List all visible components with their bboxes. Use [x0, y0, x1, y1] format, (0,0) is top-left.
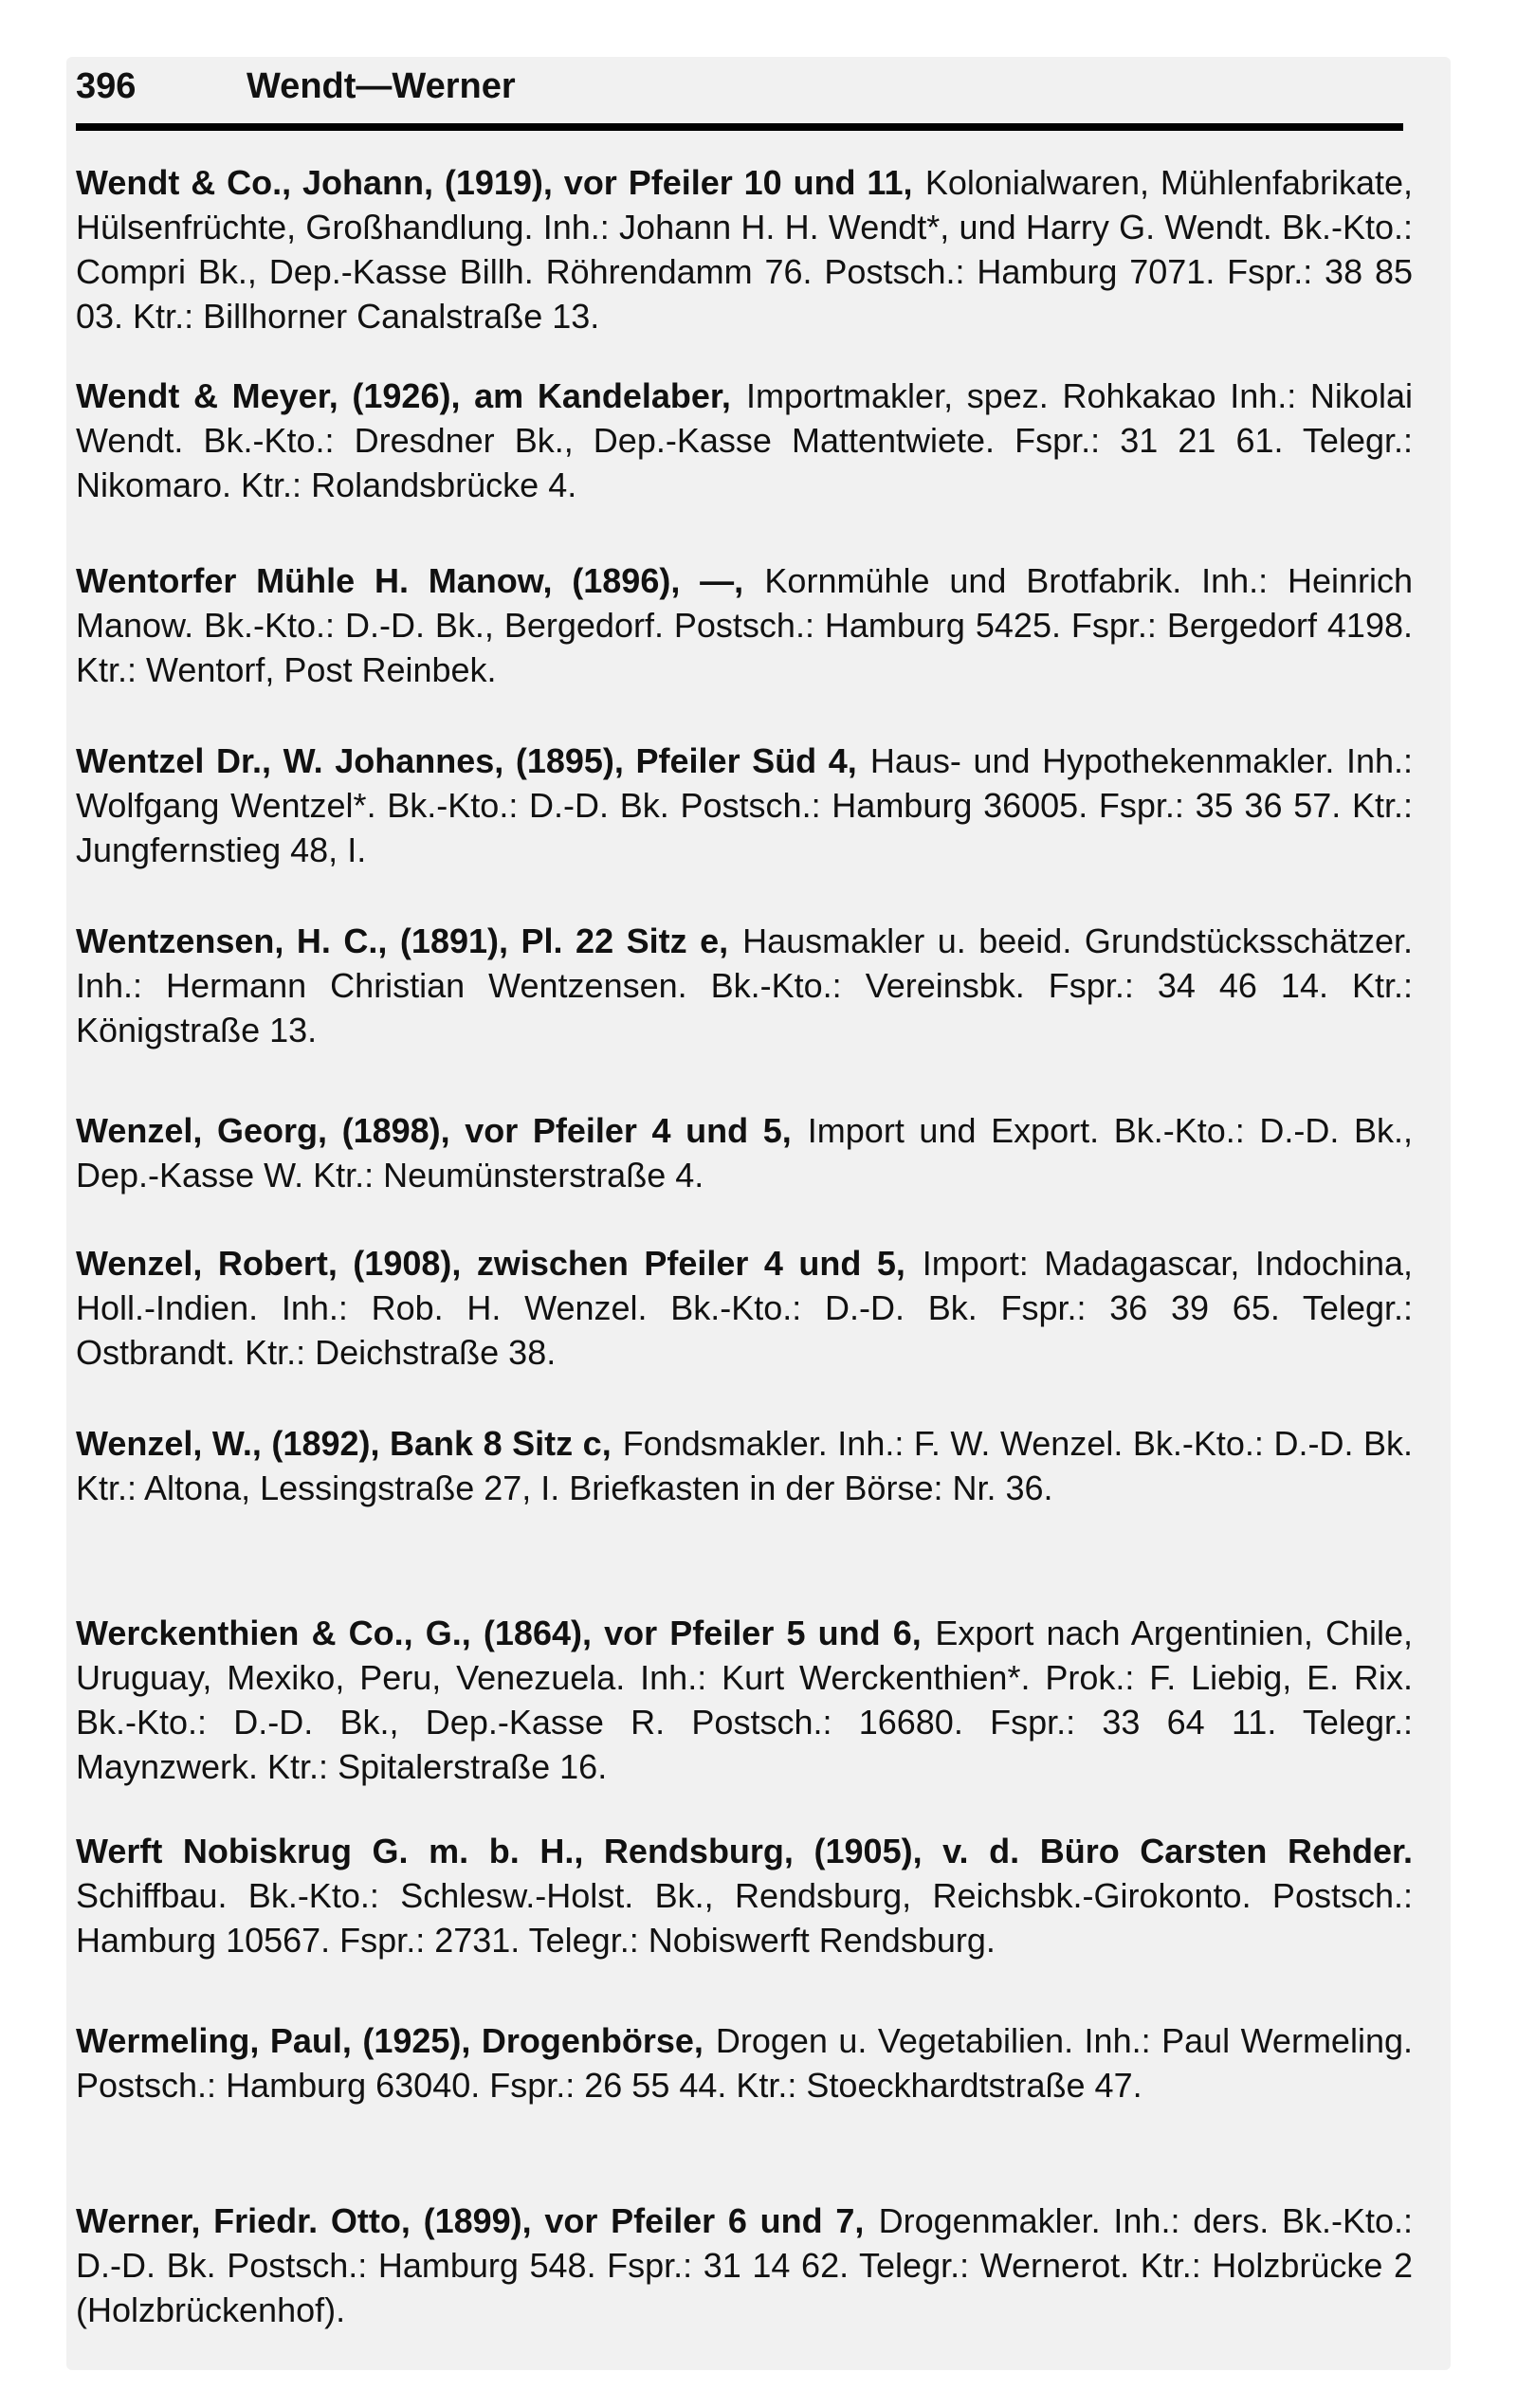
entry-name: Werckenthien & Co., G., (1864), vor Pfeiler 5 und 6,	[76, 1614, 922, 1652]
entry-name: Wentzensen, H. C., (1891), Pl. 22 Sitz e,	[76, 921, 729, 960]
directory-entry	[76, 1612, 1413, 1790]
entry-name: Wenzel, W., (1892), Bank 8 Sitz c,	[76, 1424, 612, 1463]
entry-text: Import und Export. Bk.-Kto.: D.-D. Bk., Dep.-Kasse W. Ktr.: Neumünsterstraße 4.	[76, 1111, 1413, 1195]
directory-entry	[76, 2019, 1413, 2108]
entry-name: Wenzel, Robert, (1908), zwischen Pfeiler 4 und 5,	[76, 1244, 905, 1283]
entry-name: Wenzel, Georg, (1898), vor Pfeiler 4 und 5,	[76, 1111, 792, 1150]
directory-entry	[76, 1242, 1413, 1376]
entry-name: Wendt & Co., Johann, (1919), vor Pfeiler 10 und 11,	[76, 163, 913, 202]
entry-name: Werft Nobiskrug G. m. b. H., Rendsburg, (1905), v. d. Büro Carsten Rehder.	[76, 1832, 1413, 1870]
entry-text: Drogenmakler. Inh.: ders. Bk.-Kto.: D.-D. Bk. Postsch.: Hamburg 548. Fspr.: 31 14 62. Telegr.: Wernerot. Ktr.: Holzbrücke 2 (Holzbrückenhof).	[76, 2201, 1413, 2329]
entry-text: Import: Madagascar, Indochina, Holl.-Indien. Inh.: Rob. H. Wenzel. Bk.-Kto.: D.-D. Bk. Fspr.: 36 39 65. Telegr.: Ostbrandt. Ktr.: Deichstraße 38.	[76, 1244, 1413, 1372]
entry-text: Haus- und Hypothekenmakler. Inh.: Wolfgang Wentzel*. Bk.-Kto.: D.-D. Bk. Postsch.: Hamburg 36005. Fspr.: 35 36 57. Ktr.: Jungfernstieg 48, I.	[76, 741, 1414, 869]
directory-entry	[76, 2199, 1413, 2333]
directory-entry	[76, 374, 1413, 508]
directory-entry	[76, 920, 1413, 1053]
entry-text: Export nach Argentinien, Chile, Uruguay, Mexiko, Peru, Venezuela. Inh.: Kurt Werckenthien*. Prok.: F. Liebig, E. Rix. Bk.-Kto.: D.-D. Bk., Dep.-Kasse R. Postsch.: 16680. Fspr.: 33 64 11. Telegr.: Maynzwerk. Ktr.: Spitalerstraße 16.	[76, 1614, 1414, 1786]
entry-name: Wentorfer Mühle H. Manow, (1896), —,	[76, 561, 744, 600]
header-rule	[76, 123, 1403, 131]
entry-text: Drogen u. Vegetabilien. Inh.: Paul Wermeling. Postsch.: Hamburg 63040. Fspr.: 26 55 44. Ktr.: Stoeckhardtstraße 47.	[76, 2021, 1413, 2105]
entry-name: Wermeling, Paul, (1925), Drogenbörse,	[76, 2021, 704, 2060]
directory-entry	[76, 739, 1413, 873]
page-number: 396	[76, 66, 137, 106]
entry-text: Schiffbau. Bk.-Kto.: Schlesw.-Holst. Bk., Rendsburg, Reichsbk.-Girokonto. Postsch.: Hamburg 10567. Fspr.: 2731. Telegr.: Nobiswerft Rendsburg.	[76, 1876, 1413, 1960]
directory-entry	[76, 1422, 1413, 1511]
entry-name: Wendt & Meyer, (1926), am Kandelaber,	[76, 376, 731, 415]
directory-entry	[76, 161, 1413, 339]
entry-name: Wentzel Dr., W. Johannes, (1895), Pfeiler Süd 4,	[76, 741, 857, 780]
entry-text: Fondsmakler. Inh.: F. W. Wenzel. Bk.-Kto.: D.-D. Bk. Ktr.: Altona, Lessingstraße 27, I. Briefkasten in der Börse: Nr. 36.	[76, 1424, 1413, 1507]
entry-text: Kornmühle und Brotfabrik. Inh.: Heinrich Manow. Bk.-Kto.: D.-D. Bk., Bergedorf. Postsch.: Hamburg 5425. Fspr.: Bergedorf 4198. Ktr.: Wentorf, Post Reinbek.	[76, 561, 1413, 689]
directory-entry	[76, 1109, 1413, 1198]
entry-name: Werner, Friedr. Otto, (1899), vor Pfeiler 6 und 7,	[76, 2201, 865, 2240]
entry-text: Importmakler, spez. Rohkakao Inh.: Nikolai Wendt. Bk.-Kto.: Dresdner Bk., Dep.-Kasse Mattentwiete. Fspr.: 31 21 61. Telegr.: Nikomaro. Ktr.: Rolandsbrücke 4.	[76, 376, 1413, 504]
directory-entry	[76, 559, 1413, 693]
directory-page	[66, 57, 1451, 2370]
running-head: Wendt—Werner	[247, 66, 516, 106]
directory-entry	[76, 1830, 1413, 1963]
entry-text: Hausmakler u. beeid. Grundstücksschätzer. Inh.: Hermann Christian Wentzensen. Bk.-Kto.: Vereinsbk. Fspr.: 34 46 14. Ktr.: Königstraße 13.	[76, 921, 1413, 1049]
entry-text: Kolonialwaren, Mühlenfabrikate, Hülsenfrüchte, Großhandlung. Inh.: Johann H. H. Wendt*, und Harry G. Wendt. Bk.-Kto.: Compri Bk., Dep.-Kasse Billh. Röhrendamm 76. Postsch.: Hamburg 7071. Fspr.: 38 85 03. Ktr.: Billhorner Canalstraße 13.	[76, 163, 1414, 336]
